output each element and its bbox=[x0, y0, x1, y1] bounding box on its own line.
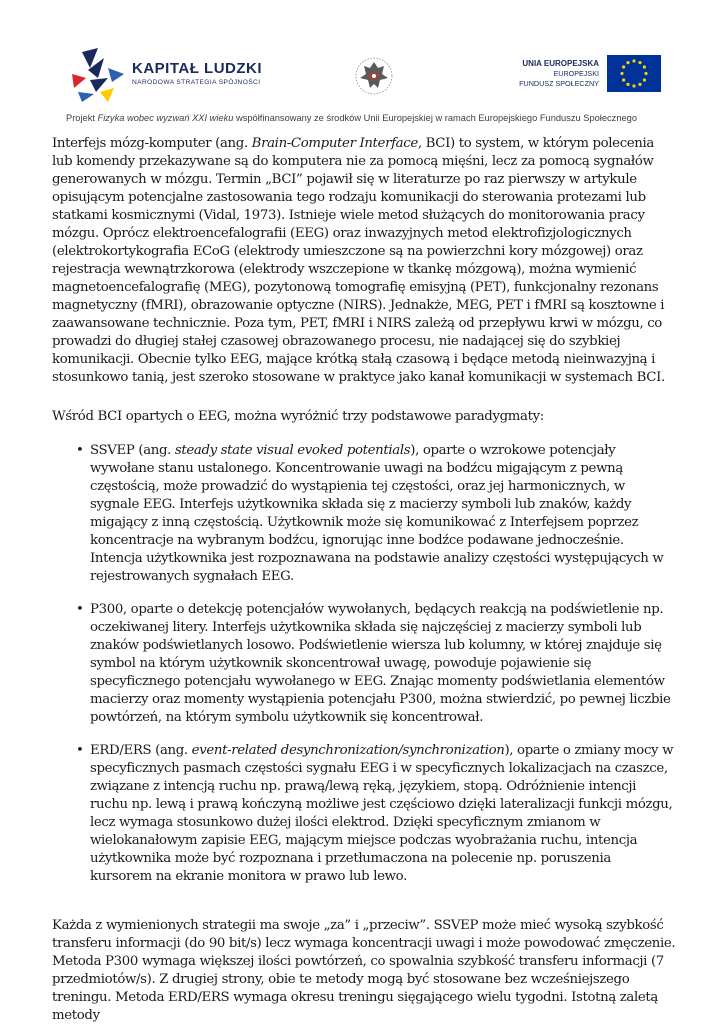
item-text-b: ), oparte o wzrokowe potencjały wywołane stanu ustalonego. Koncentrowanie uwagi na bodźcu migającym z pewną częstością, może prowadzić do wystąpienia tej częstości, oraz jej harmonicznych, w sygnale EEG. Interfejs użytkownika składa się z macierzy symboli lub znaków, każdy migający z inną częstością. Użytkownik może się komunikować z Interfejsem poprzez koncentracje na wybranym bodźcu, ignorując inne bodźce podawane jednocześnie. Intencja użytkownika jest rozpoznawana na podstawie analizy częstości występujących w rejestrowanych sygnałach EEG. bbox=[90, 443, 664, 584]
project-funding-line bbox=[66, 113, 686, 123]
list-item-erd-ers bbox=[76, 742, 676, 886]
comparison-paragraph: Każda z wymienionych strategii ma swoje „za” i „przeciw”. SSVEP może mieć wysoką szybkość transferu informacji (do 90 bit/s) lecz wymaga koncentracji uwagi i może powodować zmęczenie. Metoda P300 wymaga większej ilości powtórzeń, co spowalnia szybkość transferu informacji (7 przedmiotów/s). Z drugiej strony, obie te metody mogą być stosowane bez wcześniejszego treningu. Metoda ERD/ERS wymaga okresu treningu sięgającego wielu tygodni. Istotną zaletą metody bbox=[52, 918, 676, 1023]
kapital-ludzki-title: KAPITAŁ LUDZKI bbox=[132, 60, 263, 77]
university-emblem-icon bbox=[354, 54, 394, 98]
list-item-ssvep bbox=[76, 442, 676, 586]
project-prefix: Projekt bbox=[66, 113, 98, 123]
intro-text-a: Interfejs mózg-komputer (ang. bbox=[52, 136, 252, 151]
eu-text-block bbox=[519, 59, 599, 89]
item-text-a: ERD/ERS (ang. bbox=[90, 743, 192, 758]
bullet-icon: • bbox=[76, 602, 84, 617]
project-suffix: współfinansowany ze środków Unii Europejskiej w ramach Europejskiego Funduszu Społecznego bbox=[233, 113, 638, 123]
kapital-ludzki-logo-icon bbox=[68, 48, 128, 104]
item-emphasis: steady state visual evoked potentials bbox=[174, 443, 411, 458]
intro-text-b: , BCI) to system, w którym polecenia lub komendy przekazywane są do komputera nie za pomocą mięśni, lecz za pomocą sygnałów generowanych w mózgu. Termin „BCI” pojawił się w literaturze po raz pierwszy w artykule opisującym potencjalne zastosowania tego rodzaju komunikacji do sterowania protezami lub statkami kosmicznymi (Vidal, 1973). Istnieje wiele metod służących do monitorowania pracy mózgu. Oprócz elektroencefalografii (EEG) oraz inwazyjnych metod elektrofizjologicznych (elektrokortykografia ECoG (elektrody umieszczone są na powierzchni kory mózgowej) oraz rejestracja wewnątrzkorowa (elektrody wszczepione w tkankę mózgową), można wymienić magnetoencefalografię (MEG), pozytonową tomografię emisyjną (PET), funkcjonalny rezonans magnetyczny (fMRI), obrazowanie optyczne (NIRS). Jednakże, MEG, PET i fMRI są kosztowne i zaawansowane technicznie. Poza tym, PET, fMRI i NIRS zależą od przepływu krwi w mózgu, co prowadzi do długiej stałej czasowej obrazowanego procesu, nie nadającej się do szybkiej komunikacji. Obecnie tylko EEG, mające krótką stałą czasową i będące metodą nieinwazyjną i stosunkowo tanią, jest szeroko stosowane w praktyce jako kanał komunikacji w systemach BCI. bbox=[52, 136, 665, 385]
paradigm-list bbox=[52, 442, 676, 886]
paradigms-intro-paragraph: Wśród BCI opartych o EEG, można wyróżnić trzy podstawowe paradygmaty: bbox=[52, 409, 544, 424]
eu-line-2: EUROPEJSKI bbox=[553, 69, 599, 78]
list-item-p300 bbox=[76, 601, 676, 727]
document-body bbox=[52, 135, 676, 1025]
intro-emphasis: Brain-Computer Interface bbox=[251, 136, 418, 151]
intro-paragraph bbox=[52, 135, 676, 387]
item-text-b: ), oparte o zmiany mocy w specyficznych pasmach częstości sygnału EEG i w specyficznych lokalizacjach na czaszce, związane z intencją ruchu np. prawą/lewą ręką, językiem, stopą. Odróżnienie intencji ruchu np. lewą i prawą kończyną możliwe jest częściowo dzięki lateralizacji funkcji mózgu, lecz wymaga stosunkowo dużej ilości elektrod. Dzięki specyficznym zmianom w wielokanałowym zapisie EEG, mającym miejsce podczas wyobrażania ruchu, intencja użytkownika może być rozpoznana i przetłumaczona na polecenie np. poruszenia kursorem na ekranie monitora w prawo lub lewo. bbox=[90, 743, 674, 884]
eu-line-3: FUNDUSZ SPOŁECZNY bbox=[519, 79, 599, 88]
bullet-icon: • bbox=[76, 743, 84, 758]
eu-flag-icon bbox=[607, 55, 661, 92]
kapital-ludzki-subtitle: NARODOWA STRATEGIA SPÓJNOŚCI bbox=[132, 79, 261, 86]
bullet-icon: • bbox=[76, 443, 84, 458]
kapital-ludzki-text bbox=[132, 60, 262, 86]
item-text-a: P300, oparte o detekcję potencjałów wywołanych, będących reakcją na podświetlenie np. oczekiwanej litery. Interfejs użytkownika składa się najczęściej z macierzy symboli lub znaków podświetlanych losowo. Podświetlenie wiersza lub kolumny, w której znajduje się symbol na którym użytkownik skoncentrował uwagę, powoduje pojawienie się specyficznego potencjału wywołanego w EEG. Znając momenty podświetlania elementów macierzy oraz momenty wystąpienia potencjału P300, można stwierdzić, po pewnej liczbie powtórzeń, na którym symbolu użytkownik się koncentrował. bbox=[90, 602, 671, 725]
page-header bbox=[0, 0, 725, 130]
eu-title: UNIA EUROPEJSKA bbox=[522, 59, 599, 68]
item-emphasis: event-related desynchronization/synchronization bbox=[191, 743, 505, 758]
project-name: Fizyka wobec wyzwań XXI wieku bbox=[97, 113, 234, 123]
item-text-a: SSVEP (ang. bbox=[90, 443, 175, 458]
